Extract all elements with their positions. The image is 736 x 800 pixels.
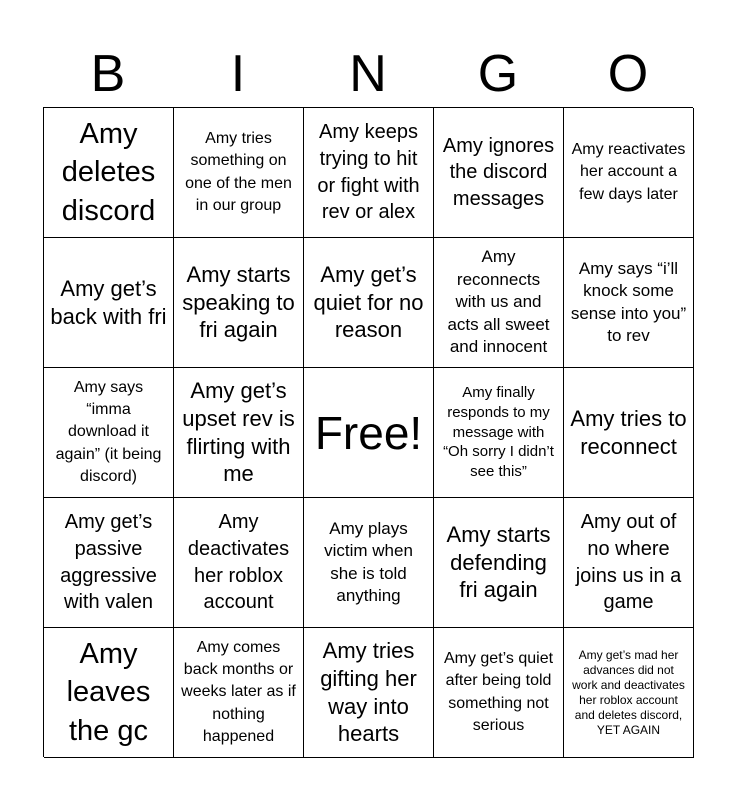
bingo-cell[interactable] bbox=[174, 368, 304, 498]
header-letter-i: I bbox=[230, 45, 246, 103]
cell-text: Amy tries gifting her way into hearts bbox=[320, 637, 417, 747]
bingo-cell[interactable] bbox=[44, 108, 174, 238]
cell-text: Amy says “i’ll knock some sense into you” to rev bbox=[570, 258, 687, 345]
cell-text: Amy deactivates her roblox account bbox=[187, 511, 290, 614]
cell-text: Amy leaves the gc bbox=[66, 637, 151, 747]
cell-text: Amy reconnects with us and acts all sweet and innocent bbox=[447, 247, 550, 357]
bingo-cell[interactable] bbox=[304, 498, 434, 628]
bingo-cell[interactable] bbox=[174, 628, 304, 758]
bingo-cell[interactable] bbox=[434, 238, 564, 368]
bingo-cell[interactable] bbox=[44, 368, 174, 498]
cell-text: Amy finally responds to my message with “Oh sorry I didn’t see this” bbox=[443, 383, 554, 481]
header-letter-g: G bbox=[477, 45, 519, 103]
cell-text: Amy starts defending fri again bbox=[446, 521, 551, 603]
bingo-cell[interactable] bbox=[44, 628, 174, 758]
cell-text: Amy plays victim when she is told anything bbox=[324, 518, 413, 605]
bingo-cell[interactable] bbox=[304, 628, 434, 758]
header-letter-o: O bbox=[607, 45, 649, 103]
cell-text: Amy tries something on one of the men in our group bbox=[185, 129, 292, 214]
cell-text: Amy get’s back with fri bbox=[50, 275, 167, 329]
bingo-cell[interactable] bbox=[564, 628, 694, 758]
cell-text: Amy get’s upset rev is flirting with me bbox=[182, 377, 295, 487]
bingo-cell[interactable] bbox=[434, 368, 564, 498]
cell-text: Amy says “imma download it again” (it being discord) bbox=[55, 378, 162, 486]
header-letter-b: B bbox=[90, 45, 126, 103]
bingo-cell[interactable] bbox=[174, 108, 304, 238]
bingo-cell[interactable] bbox=[174, 238, 304, 368]
cell-text: Amy tries to reconnect bbox=[570, 405, 687, 459]
cell-text: Amy get’s mad her advances did not work and deactivates her roblox account and deletes discord, YET AGAIN bbox=[572, 647, 685, 737]
cell-text: Amy keeps trying to hit or fight with rev or alex bbox=[317, 121, 420, 224]
bingo-cell[interactable] bbox=[434, 498, 564, 628]
bingo-cell[interactable] bbox=[434, 108, 564, 238]
bingo-cell[interactable] bbox=[564, 368, 694, 498]
bingo-cell[interactable] bbox=[434, 628, 564, 758]
cell-text: Amy ignores the discord messages bbox=[442, 134, 555, 210]
bingo-cell[interactable] bbox=[44, 498, 174, 628]
bingo-cell[interactable] bbox=[44, 238, 174, 368]
bingo-grid bbox=[43, 107, 693, 757]
cell-text: Amy starts speaking to fri again bbox=[182, 261, 295, 343]
bingo-cell[interactable] bbox=[304, 108, 434, 238]
cell-text: Amy out of no where joins us in a game bbox=[575, 511, 682, 614]
bingo-cell[interactable] bbox=[174, 498, 304, 628]
cell-text: Amy reactivates her account a few days later bbox=[571, 140, 686, 203]
cell-text: Amy get’s quiet for no reason bbox=[313, 261, 424, 343]
cell-text: Amy deletes discord bbox=[61, 117, 156, 227]
cell-text: Amy comes back months or weeks later as if nothing happened bbox=[181, 638, 296, 746]
cell-text: Amy get’s passive aggressive with valen bbox=[60, 511, 157, 614]
bingo-cell[interactable] bbox=[564, 238, 694, 368]
cell-text: Amy get’s quiet after being told something not serious bbox=[443, 649, 554, 734]
header-letter-n: N bbox=[349, 45, 387, 103]
bingo-cell[interactable] bbox=[564, 498, 694, 628]
bingo-header bbox=[43, 42, 693, 106]
free-space-text: Free! bbox=[314, 406, 423, 459]
free-space[interactable] bbox=[304, 368, 434, 498]
bingo-cell[interactable] bbox=[304, 238, 434, 368]
bingo-cell[interactable] bbox=[564, 108, 694, 238]
